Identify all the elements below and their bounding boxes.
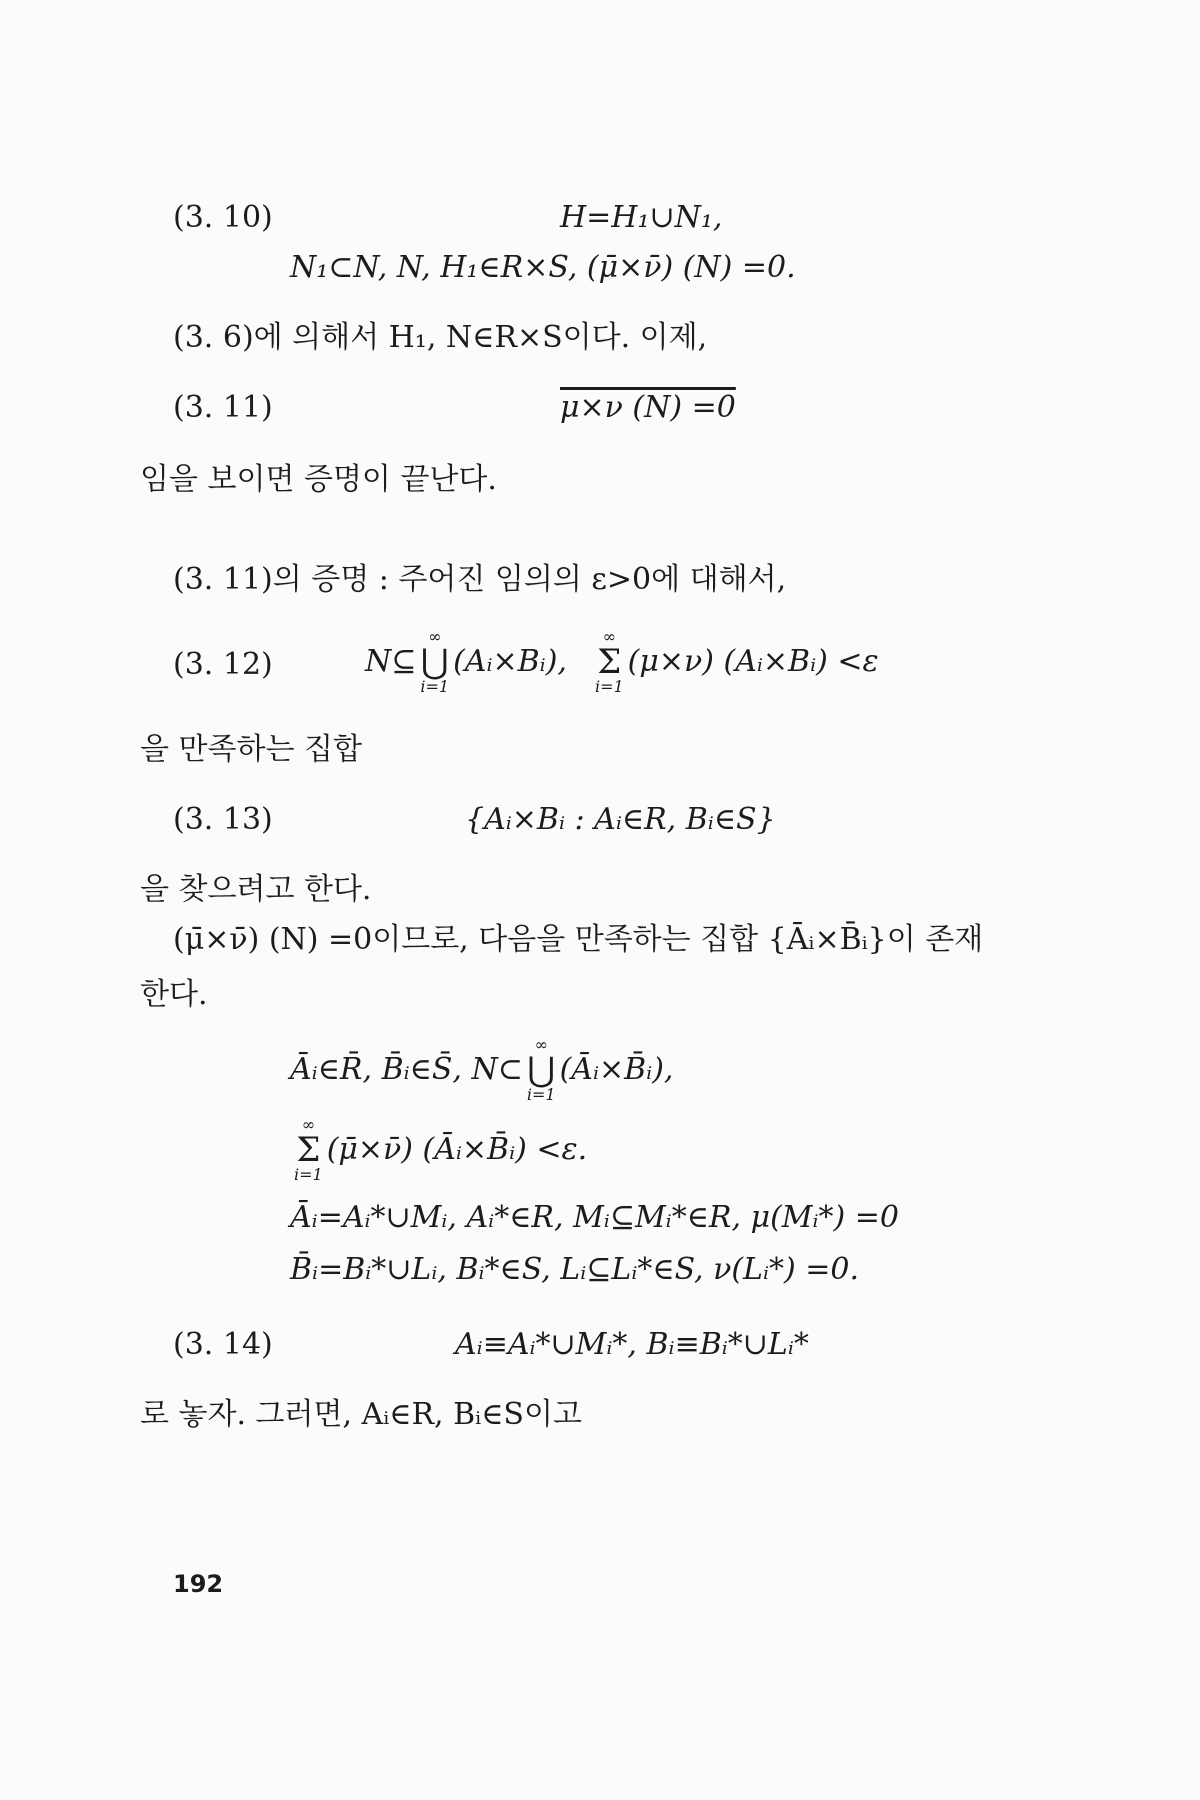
paragraph-text: (μ̄×ν̄) (N) =0이므로, 다음을 만족하는 집합 {Āᵢ×B̄ᵢ}이 존재 (173, 922, 984, 957)
condition-line-3: Āᵢ=Aᵢ*∪Mᵢ, Aᵢ*∈R, Mᵢ⊆Mᵢ*∈R, μ(Mᵢ*) =0 (290, 1200, 899, 1235)
paragraph-text: (3. 11)의 증명 : 주어진 임의의 ε>0에 대해서, (173, 562, 787, 597)
equation-3-11 (560, 388, 736, 428)
page-number: 192 (173, 1570, 224, 1598)
condition-line-2 (290, 1110, 587, 1190)
paragraph-text: 을 만족하는 집합 (140, 732, 362, 767)
union-body: (Āᵢ×B̄ᵢ), (559, 1052, 674, 1087)
union-operator (420, 629, 449, 695)
union-lower-limit: i=1 (420, 677, 450, 696)
equation-3-12 (365, 622, 879, 702)
sum-lower-limit: i=1 (294, 1165, 323, 1184)
equation-number: (3. 14) (173, 1327, 273, 1362)
sum-body: (μ×ν) (Aᵢ×Bᵢ) <ε (627, 644, 879, 679)
eq-left: N⊆ (365, 644, 417, 679)
union-upper-limit: ∞ (534, 1035, 548, 1054)
sum-operator (294, 1117, 323, 1183)
union-symbol: ⋃ (420, 642, 449, 682)
union-upper-limit: ∞ (428, 627, 442, 646)
paragraph-text: 임을 보이면 증명이 끝난다. (140, 462, 497, 497)
paragraph-text: (3. 6)에 의해서 H₁, N∈R×S이다. 이제, (173, 320, 708, 355)
sum-upper-limit: ∞ (602, 627, 616, 646)
union-lower-limit: i=1 (526, 1085, 556, 1104)
union-operator (527, 1037, 556, 1103)
paragraph-text: 한다. (140, 977, 208, 1012)
sum-lower-limit: i=1 (594, 677, 624, 696)
sum-body: (μ̄×ν̄) (Āᵢ×B̄ᵢ) <ε. (326, 1132, 588, 1167)
equation-number: (3. 10) (173, 200, 273, 235)
equation-3-14: Aᵢ≡Aᵢ*∪Mᵢ*, Bᵢ≡Bᵢ*∪Lᵢ* (455, 1327, 809, 1362)
paragraph-text: 을 찾으려고 한다. (140, 872, 372, 907)
condition-line-4: B̄ᵢ=Bᵢ*∪Lᵢ, Bᵢ*∈S, Lᵢ⊆Lᵢ*∈S, ν(Lᵢ*) =0. (290, 1252, 860, 1287)
condition-text: Āᵢ∈R̄, B̄ᵢ∈S̄, N⊂ (290, 1052, 523, 1087)
union-body: (Aᵢ×Bᵢ), (453, 644, 567, 679)
paragraph-text: 로 놓자. 그러면, Aᵢ∈R, Bᵢ∈S이고 (140, 1397, 582, 1432)
equation-3-13: {Aᵢ×Bᵢ : Aᵢ∈R, Bᵢ∈S} (465, 802, 776, 837)
union-symbol: ⋃ (527, 1050, 556, 1090)
overlined-product: μ×ν (N) =0 (560, 390, 736, 425)
sum-operator (595, 629, 624, 695)
sum-symbol: Σ (597, 642, 622, 682)
sum-symbol: Σ (296, 1130, 321, 1170)
equation-number: (3. 12) (173, 647, 273, 682)
sum-upper-limit: ∞ (301, 1115, 316, 1134)
equation-3-10-line-1: H=H₁∪N₁, (560, 200, 723, 235)
equation-number: (3. 11) (173, 390, 273, 425)
condition-line-1 (290, 1030, 673, 1110)
equation-number: (3. 13) (173, 802, 273, 837)
equation-3-10-line-2: N₁⊂N, N, H₁∈R×S, (μ̄×ν̄) (N) =0. (290, 250, 796, 285)
